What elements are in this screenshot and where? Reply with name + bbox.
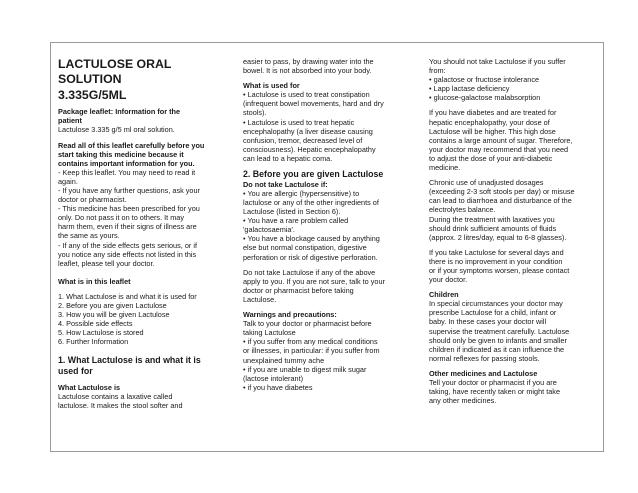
used-for-heading: What is used for <box>243 81 300 91</box>
section-2-heading: 2. Before you are given Lactulose <box>243 169 384 180</box>
warnings-list: Talk to your doctor or pharmacist before taking Lactulose • if you suffer from any medical conditions or illnesses, in particular: if you suffer from unexplained tummy ache • if you are unable to digest milk sugar (lactose intolerant) • if you have diabetes <box>243 319 380 392</box>
document-title: LACTULOSE ORAL SOLUTION 3.335G/5ML <box>58 57 172 102</box>
section-1-heading: 1. What Lactulose is and what it is used for <box>58 355 201 377</box>
other-medicines-heading: Other medicines and Lactulose <box>429 368 538 378</box>
column-1: LACTULOSE ORAL SOLUTION 3.335G/5ML Package leaflet: Information for the patient Lactulose 3.335 g/5 ml oral solution. Read all of this leaflet carefully before you start taking this medicine because it contains important information for you. - Keep this leaflet. You may need to read it again. - If you have any further questions, ask your doctor or pharmacist. - This medicine has been prescribed for you only. Do not pass it on to others. It may harm them, even if their signs of illness are the same as yours. - If any of the side effects gets serious, or if you notice any side effects not listed in this leaflet, please tell your doctor. What is in this leaflet 1. What Lactulose is and what it is used for 2. Before you are given Lactulose 3. How you will be given Lactulose 4. Possible side effects 5. How Lactulose is stored 6. Further Information 1. What Lactulose is and what it is used for What Lactulose is Lactulose contains a laxative called lactulose. It makes the stool softer and <box>58 57 216 410</box>
do-not-take-list: • You are allergic (hypersensitive) to lactulose or any of the other ingredients of Lactulose (listed in Section 6). • You have a rare problem called 'galactosaemia'. • You have a blockage caused by anything else but normal constipation, digestive perforation or risk of digestive perforation. <box>243 188 380 262</box>
leaflet-bullets: - Keep this leaflet. You may need to read it again. - If you have any further questions, ask your doctor or pharmacist. - This medicine has been prescribed for you only. Do not pass it on to others. It may harm them, even if their signs of illness are the same as yours. - If any of the side effects gets serious, or if you notice any side effects not listed in this leaflet, please tell your doctor. <box>58 167 200 268</box>
leaflet-subtitle: Lactulose 3.335 g/5 ml oral solution. <box>58 125 175 135</box>
leaflet-page <box>50 42 604 452</box>
children-paragraph: In special circumstances your doctor may prescribe Lactulose for a child, infant or baby. In these cases your doctor will supervise the treatment carefully. Lactulose should only be given to infants and smaller children if indicated as it can influence the normal reflexes for passing stools. <box>429 299 570 363</box>
should-not-take-list: You should not take Lactulose if you suffer from: • galactose or fructose intolerance • Lapp lactase deficiency • glucose-galactose malabsorption <box>429 57 566 103</box>
children-heading: Children <box>429 290 459 300</box>
column-2: easier to pass, by drawing water into the bowel. It is not absorbed into your body. What is used for • Lactulose is used to treat constipation (infrequent bowel movements, hard and dry stools). • Lactulose is used to treat hepatic encephalopathy (a liver disease causing confusion, tremor, decreased level of consciousness). Hepatic encephalopathy can lead to a hepatic coma. 2. Before you are given Lactulose Do not take Lactulose if: • You are allergic (hypersensitive) to lactulose or any of the other ingredients of Lactulose (listed in Section 6). • You have a rare problem called 'galactosaemia'. • You have a blockage caused by anything else but normal constipation, digestive perforation or risk of digestive perforation. Do not take Lactulose if any of the above apply to you. If you are not sure, talk to your doctor or pharmacist before taking Lactulose. Warnings and precautions: Talk to your doctor or pharmacist before taking Lactulose • if you suffer from any medical conditions or illnesses, in particular: if you suffer from unexplained tummy ache • if you are unable to digest milk sugar (lactose intolerant) • if you have diabetes <box>243 57 399 392</box>
contents-item: 6. Further Information <box>58 337 129 347</box>
diabetes-paragraph: If you have diabetes and are treated for hepatic encephalopathy, your dose of Lactulose will be higher. This high dose contains a large amount of sugar. Therefore, your doctor may recommend that you need to adjust the dose of your anti-diabetic medicine. <box>429 108 573 173</box>
read-all-warning: Read all of this leaflet carefully before you start taking this medicine because it contains important information for you. <box>58 140 205 168</box>
warnings-heading: Warnings and precautions: <box>243 310 337 320</box>
chronic-use-paragraph: Chronic use of unadjusted dosages (exceeding 2-3 soft stools per day) or misuse can lead to diarrhoea and disturbance of the electrolytes balance. During the treatment with laxatives you should drink sufficient amounts of fluids (approx. 2 litres/day, equal to 6-8 glasses). <box>429 178 575 242</box>
column-3 <box>429 57 589 405</box>
contents-item: 1. What Lactulose is and what it is used for <box>58 291 197 301</box>
leaflet-heading: Package leaflet: Information for the patient <box>58 107 181 126</box>
apply-notice: Do not take Lactulose if any of the above apply to you. If you are not sure, talk to your doctor or pharmacist before taking Lactulose. <box>243 267 385 304</box>
several-days-paragraph: If you take Lactulose for several days and there is no improvement in your condition or if your symptoms worsen, please contact your doctor. <box>429 247 570 285</box>
other-medicines-paragraph: Tell your doctor or pharmacist if you are taking, have recently taken or might take any other medicines. <box>429 378 561 406</box>
contents-item: 3. How you will be given Lactulose <box>58 310 170 320</box>
do-not-take-heading: Do not take Lactulose if: <box>243 179 328 189</box>
contents-item: 5. How Lactulose is stored <box>58 328 144 338</box>
what-is-heading: What Lactulose is <box>58 383 121 393</box>
used-for-list: • Lactulose is used to treat constipation (infrequent bowel movements, hard and dry stools). • Lactulose is used to treat hepatic encephalopathy (a liver disease causing confusion, tremor, decreased level of consciousness). Hepatic encephalopathy can lead to a hepatic coma. <box>243 90 384 163</box>
contents-list <box>58 292 216 347</box>
contents-item: 2. Before you are given Lactulose <box>58 301 167 310</box>
contents-item: 4. Possible side effects <box>58 319 133 329</box>
contents-heading: What is in this leaflet <box>58 276 131 286</box>
